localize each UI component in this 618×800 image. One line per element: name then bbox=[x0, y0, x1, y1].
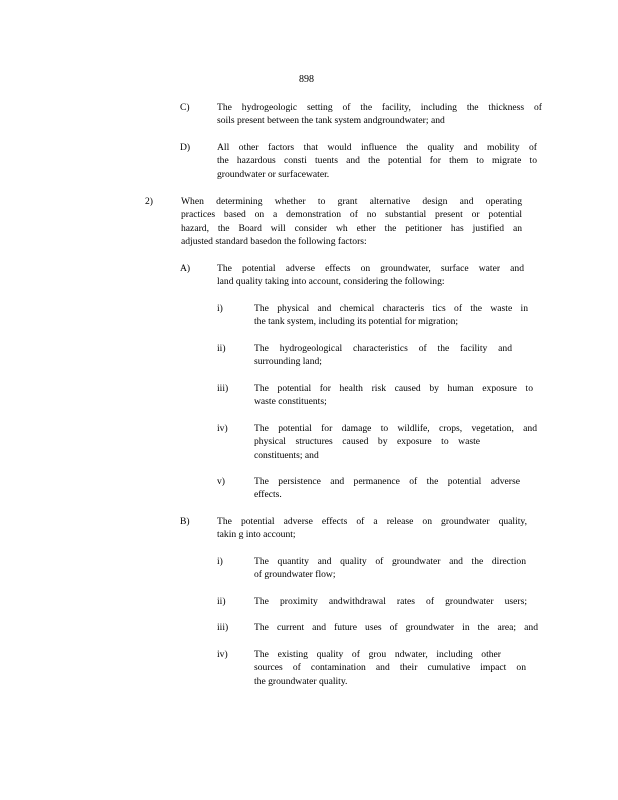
subsection-marker: B) bbox=[180, 516, 190, 527]
item-marker: D) bbox=[180, 142, 191, 153]
subitem-text: The potential for damage to wildlife, crops, vegetation, and physical structures caused by exposure to waste constituents; and bbox=[254, 423, 537, 461]
subitem-text: The current and future uses of groundwater in the area; and bbox=[254, 622, 538, 633]
subsection-text: The potential adverse effects of a release on groundwater quality, takin g into account; bbox=[217, 516, 527, 541]
subitem-marker: iv) bbox=[217, 423, 228, 434]
item-text: All other factors that would influence the quality and mobility of the hazardous consti tuents and the potential for them to migrate to groundwater or surfacewater. bbox=[217, 142, 537, 180]
section-marker: 2) bbox=[145, 196, 153, 207]
subitem-text: The physical and chemical characteris tics of the waste in the tank system, including its potential for migration; bbox=[254, 303, 528, 328]
subitem-marker: i) bbox=[217, 556, 223, 567]
subitem-marker: iii) bbox=[217, 383, 229, 394]
subitem-marker: iv) bbox=[217, 649, 228, 660]
subitem-marker: ii) bbox=[217, 596, 226, 607]
subitem-text: The hydrogeological characteristics of the facility and surrounding land; bbox=[254, 343, 512, 368]
subitem-text: The proximity andwithdrawal rates of groundwater users; bbox=[254, 596, 527, 607]
subitem-marker: iii) bbox=[217, 622, 229, 633]
subitem-marker: ii) bbox=[217, 343, 226, 354]
subsection-text: The potential adverse effects on groundwater, surface water and land quality taking into account, considering the following: bbox=[217, 263, 524, 288]
item-marker: C) bbox=[180, 102, 190, 113]
subitem-text: The quantity and quality of groundwater and the direction of groundwater flow; bbox=[254, 556, 526, 581]
subitem-text: The potential for health risk caused by human exposure to waste constituents; bbox=[254, 383, 533, 408]
page-number: 898 bbox=[299, 74, 314, 85]
section-text: When determining whether to grant alternative design and operating practices based on a demonstration of no substantial present or potential hazard, the Board will consider wh ether the petitioner has justified an adjusted standard basedon the following factors: bbox=[181, 196, 522, 247]
subsection-marker: A) bbox=[180, 263, 191, 274]
subitem-text: The existing quality of grou ndwater, including other sources of contamination and their cumulative impact on the groundwater quality. bbox=[254, 649, 526, 687]
subitem-marker: v) bbox=[217, 476, 225, 487]
item-text: The hydrogeologic setting of the facility, including the thickness of soils present between the tank system andgroundwater; and bbox=[217, 102, 542, 127]
subitem-marker: i) bbox=[217, 303, 223, 314]
subitem-text: The persistence and permanence of the potential adverse effects. bbox=[254, 476, 520, 501]
